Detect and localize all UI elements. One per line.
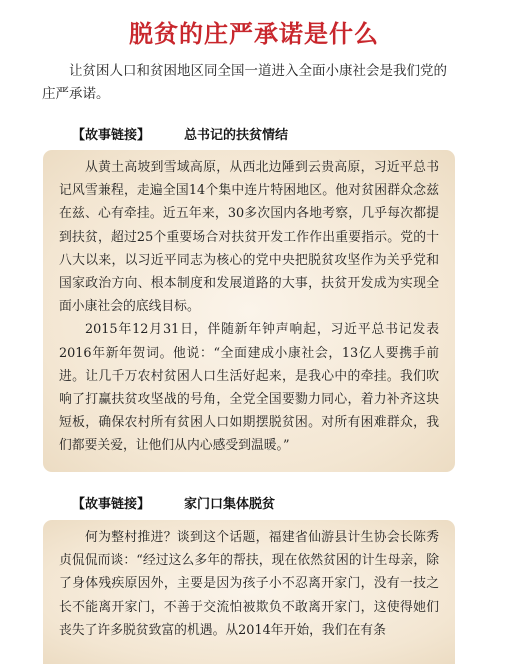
story-box-2 [43,520,455,664]
story-link-title: 家门口集体脱贫 [184,497,276,512]
page-title: 脱贫的庄严承诺是什么 [129,20,379,48]
story-paragraph: 从黄土高坡到雪域高原，从西北边陲到云贵高原，习近平总书记风雪兼程，走遍全国14个集中连片特困地区。他对贫困群众念兹在兹、心有牵挂。近五年来，30多次国内各地考察，几乎每次都提到扶贫，超过25个重要场合对扶贫开发工作作出重要指示。党的十八大以来，以习近平同志为核心的党中央把脱贫攻坚作为关乎党和国家政治方向、根本制度和发展道路的大事，扶贫开发成为实现全面小康社会的底线目标。 [59,160,439,315]
story-paragraph: 何为整村推进？谈到这个话题，福建省仙游县计生协会长陈秀贞侃侃而谈：“经过这么多年的帮扶，现在依然贫困的计生母亲，除了身体残疾原因外，主要是因为孩子小不忍离开家门，没有一技之长不能离开家门，不善于交流怕被欺负不敢离开家门，这使得她们丧失了许多脱贫致富的机遇。从2014年开始，我们在有条 [59,530,439,638]
story-box-1 [43,150,455,472]
story-link-tag: 【故事链接】 [72,128,151,143]
intro-paragraph: 让贫困人口和贫困地区同全国一道进入全面小康社会是我们党的庄严承诺。 [42,63,447,102]
story-link-tag: 【故事链接】 [72,497,151,512]
story-link-title: 总书记的扶贫情结 [184,128,289,143]
story-link-heading-2 [72,493,275,512]
story-paragraph: 2015年12月31日，伴随新年钟声响起，习近平总书记发表2016年新年贺词。他说：“全面建成小康社会，13亿人要携手前进。让几千万农村贫困人口生活好起来，是我心中的牵挂。我们吹响了打赢扶贫攻坚战的号角，全党全国要勠力同心，着力补齐这块短板，确保农村所有贫困人口如期摆脱贫困。对所有困难群众，我们都要关爱，让他们从内心感受到温暖。” [59,322,439,454]
story-link-heading-1 [72,124,288,143]
